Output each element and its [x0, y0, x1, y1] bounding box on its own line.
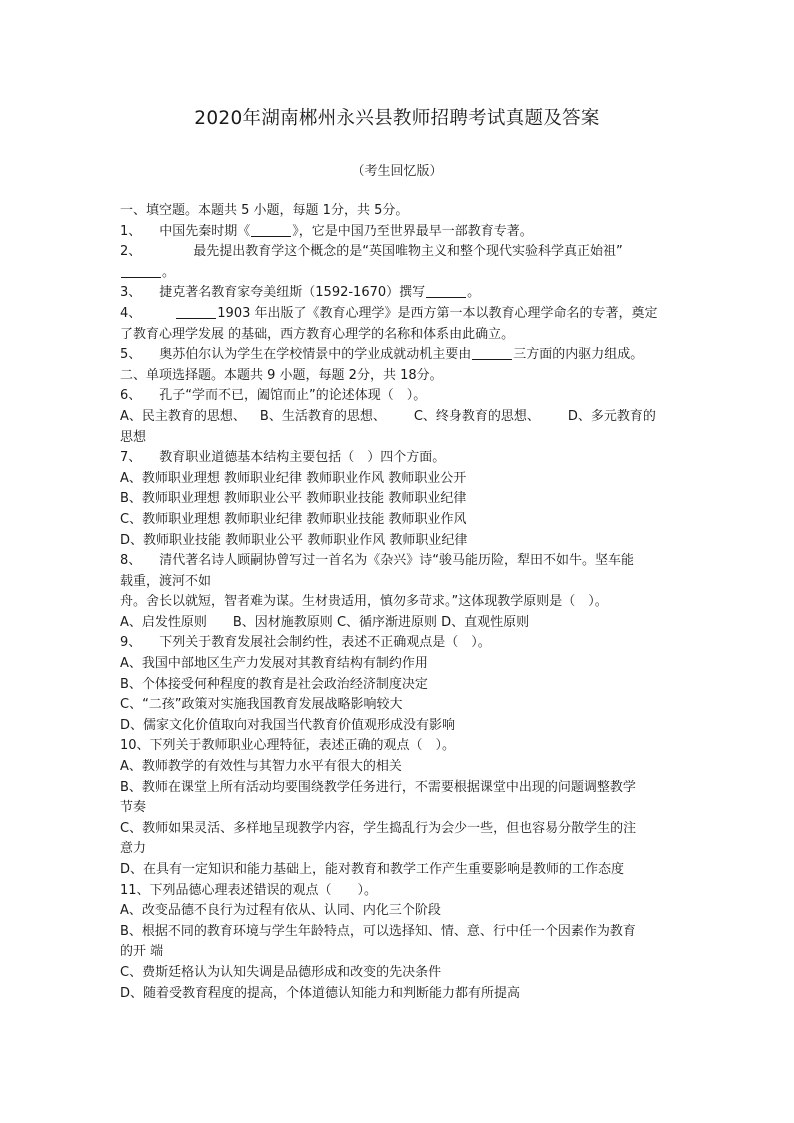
question-2: 2、 最先提出教育学这个概念的是“英国唯物主义和整个现代实验科学真正始祖”	[120, 244, 623, 260]
question-7-option-a: A、教师职业理想 教师职业纪律 教师职业作风 教师职业公开	[120, 470, 467, 486]
question-9-option-c: C、“二孩”政策对实施我国教育发展战略影响较大	[120, 697, 403, 713]
question-11-option-b: B、根据不同的教育环境与学生年龄特点，可以选择知、情、意、行中任一个因素作为教育	[120, 923, 636, 939]
question-7-option-c: C、教师职业理想 教师职业纪律 教师职业技能 教师职业作风	[120, 511, 467, 527]
question-11: 11、下列品德心理表述错误的观点（ ）。	[120, 882, 378, 898]
question-4-cont: 了教育心理学发展 的基础，西方教育心理学的名称和体系由此确立。	[120, 326, 515, 342]
question-9-option-b: B、个体接受何种程度的教育是社会政治经济制度决定	[120, 676, 428, 692]
question-5: 5、 奥苏伯尔认为学生在学校情景中的学业成就动机主要由 三方面的内驱力组成。	[120, 347, 644, 363]
question-3: 3、 捷克著名教育家夸美纽斯（1592-1670）撰写 。	[120, 285, 481, 301]
question-4: 4、 1903 年出版了《教育心理学》是西方第一本以教育心理学命名的专著，奠定	[120, 305, 658, 321]
question-6-options: A、民主教育的思想、 B、生活教育的思想、 C、终身教育的思想、 D、多元教育的	[120, 408, 656, 424]
answer-blank	[426, 283, 466, 298]
question-8: 8、 清代著名诗人顾嗣协曾写过一首名为《杂兴》诗“骏马能历险，犁田不如牛。坚车能	[120, 553, 635, 569]
question-10-option-d: D、在具有一定知识和能力基础上，能对教育和教学工作产生重要影响是教师的工作态度	[120, 862, 625, 877]
question-2-cont: 。	[120, 263, 676, 284]
answer-blank	[472, 345, 512, 360]
answer-blank	[121, 263, 161, 278]
question-11-option-b-cont: 的开 端	[120, 944, 164, 960]
question-11-option-d: D、随着受教育程度的提高，个体道德认知能力和判断能力都有所提高	[120, 985, 521, 1001]
question-10-option-b: B、教师在课堂上所有活动均要围绕教学任务进行，不需要根据课堂中出现的问题调整教学	[120, 779, 636, 795]
page-title: 2020年湖南郴州永兴县教师招聘考试真题及答案	[194, 108, 600, 129]
question-10-option-a: A、教师教学的有效性与其智力水平有很大的相关	[120, 759, 402, 775]
question-8-cont-2: 舟。舍长以就短，智者难为谋。生材贵适用，慎勿多苛求。”这体现教学原则是（ ）。	[120, 594, 608, 610]
question-9-option-a: A、我国中部地区生产力发展对其教育结构有制约作用	[120, 656, 428, 672]
question-9-option-d: D、儒家文化价值取向对我国当代教育价值观形成没有影响	[120, 717, 456, 733]
question-11-option-c: C、费斯廷格认为认知失调是品德形成和改变的先决条件	[120, 964, 442, 980]
question-10-option-c-cont: 意力	[120, 841, 147, 857]
section-heading-choice: 二、单项选择题。本题共 9 小题，每题 2分，共 18分。	[120, 367, 443, 383]
question-7: 7、 教育职业道德基本结构主要包括（ ）四个方面。	[120, 450, 446, 466]
question-8-options: A、启发性原则 B、因材施教原则 C、循序渐进原则 D、直观性原则	[120, 614, 530, 630]
exam-body	[120, 201, 676, 1004]
section-heading-fill-in: 一、填空题。本题共 5 小题，每题 1分，共 5分。	[120, 203, 409, 218]
page-subtitle: （考生回忆版）	[351, 164, 443, 179]
question-11-option-a: A、改变品德不良行为过程有依从、认同、内化三个阶段	[120, 903, 441, 919]
question-1: 1、 中国先秦时期《 》，它是中国乃至世界最早一部教育专著。	[120, 223, 533, 239]
question-8-cont-1: 载重，渡河不如	[120, 573, 212, 589]
question-7-option-b: B、教师职业理想 教师职业公平 教师职业技能 教师职业纪律	[120, 491, 467, 507]
answer-blank	[251, 222, 291, 237]
question-10: 10、下列关于教师职业心理特征，表述正确的观点（ ）。	[120, 738, 456, 754]
question-10-option-c: C、教师如果灵活、多样地呈现教学内容，学生捣乱行为会少一些，但也容易分散学生的注	[120, 820, 637, 836]
answer-blank	[176, 304, 216, 319]
question-9: 9、 下列关于教育发展社会制约性，表述不正确观点是（ ）。	[120, 635, 491, 651]
question-6-cont: 思想	[120, 429, 147, 445]
question-6: 6、 孔子“学而不已，阖馆而止”的论述体现（ ）。	[120, 388, 427, 404]
question-7-option-d: D、教师职业技能 教师职业公平 教师职业作风 教师职业纪律	[120, 532, 468, 548]
question-10-option-b-cont: 节奏	[120, 800, 147, 816]
